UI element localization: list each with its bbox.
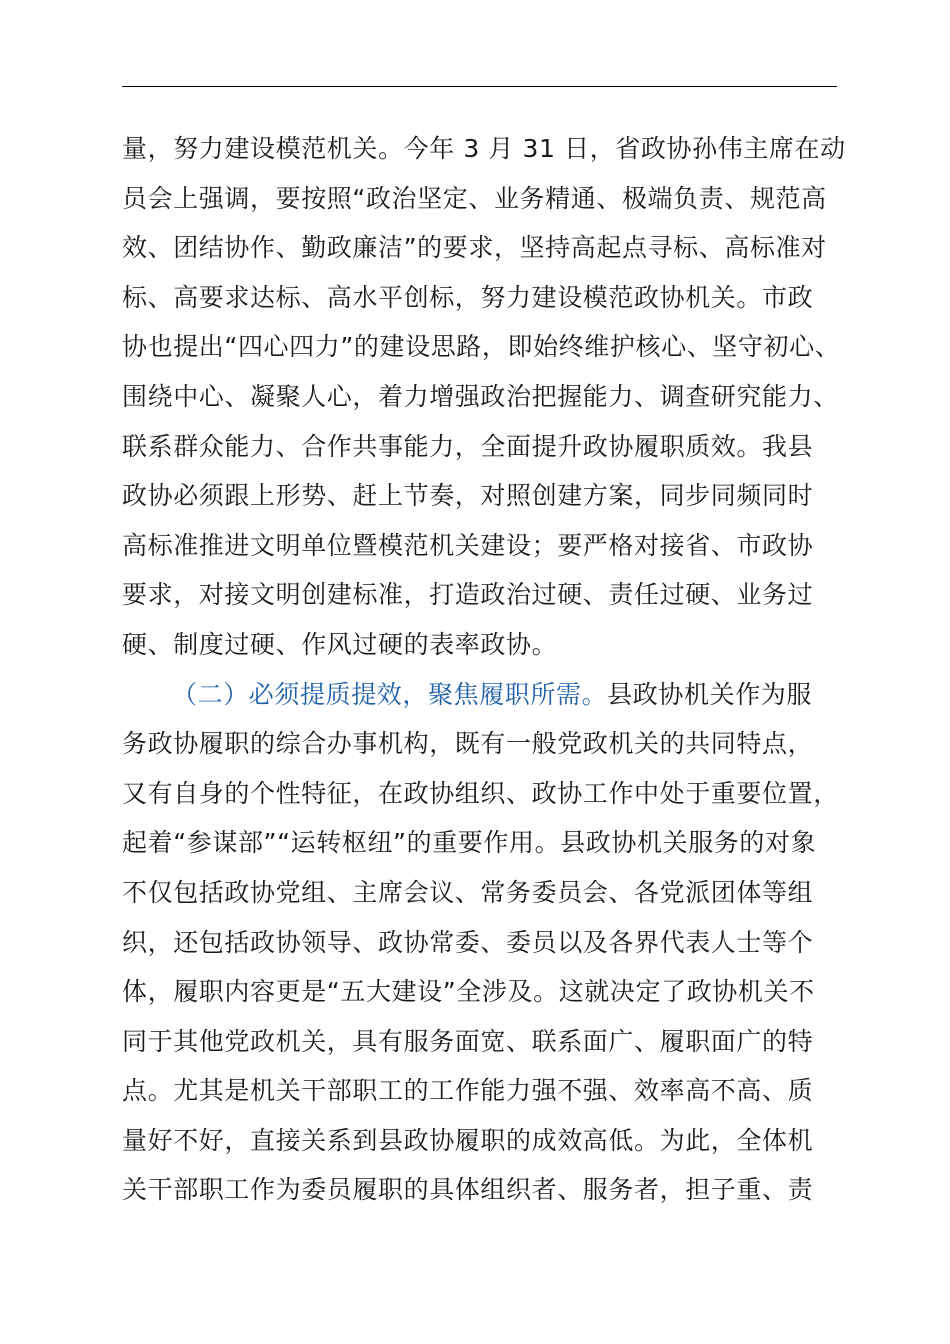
text-line: 围绕中心、凝聚人心，着力增强政治把握能力、调查研究能力、: [122, 381, 839, 411]
text-line: 标、高要求达标、高水平创标，努力建设模范政协机关。市政: [122, 282, 814, 312]
document-body: [122, 124, 846, 1215]
text-line: 务政协履职的综合办事机构，既有一般党政机关的共同特点，: [122, 729, 814, 759]
text-line: 硬、制度过硬、作风过硬的表率政协。: [122, 629, 558, 659]
text-line: 要求，对接文明创建标准，打造政治过硬、责任过硬、业务过: [122, 580, 814, 610]
text-line: 不仅包括政协党组、主席会议、常务委员会、各党派团体等组: [122, 877, 814, 907]
text-line: 联系群众能力、合作共事能力，全面提升政协履职质效。我县: [122, 431, 814, 461]
text-line: 起着“参谋部”“运转枢纽”的重要作用。县政协机关服务的对象: [122, 828, 817, 858]
text-run: 县政协机关作为服: [607, 679, 813, 709]
paragraph-2: [122, 670, 837, 1216]
header-rule: [122, 86, 837, 87]
paragraph-2-first-line: [122, 670, 837, 720]
text-line: 关干部职工作为委员履职的具体组织者、服务者，担子重、责: [122, 1175, 814, 1205]
text-line: 效、团结协作、勤政廉洁”的要求，坚持高起点寻标、高标准对: [122, 233, 827, 263]
text-line: 点。尤其是机关干部职工的工作能力强不强、效率高不高、质: [122, 1076, 814, 1106]
text-line: 织，还包括政协领导、政协常委、委员以及各界代表人士等个: [122, 927, 814, 957]
text-line: 同于其他党政机关，具有服务面宽、联系面广、履职面广的特: [122, 1026, 814, 1056]
text-line: 员会上强调，要按照“政治坚定、业务精通、极端负责、规范高: [122, 183, 827, 213]
text-line: 量，努力建设模范机关。今年 3 月 31 日，省政协孙伟主席在动: [122, 134, 846, 163]
paragraph-1: [122, 124, 846, 670]
text-line: 协也提出“四心四力”的建设思路，即始终维护核心、坚守初心、: [122, 332, 841, 362]
text-line: 体，履职内容更是“五大建设”全涉及。这就决定了政协机关不: [122, 977, 815, 1007]
text-line: 又有自身的个性特征，在政协组织、政协工作中处于重要位置，: [122, 778, 839, 808]
text-line: 量好不好，直接关系到县政协履职的成效高低。为此，全体机: [122, 1125, 814, 1155]
text-line: 高标准推进文明单位暨模范机关建设；要严格对接省、市政协: [122, 530, 814, 560]
text-line: 政协必须跟上形势、赶上节奏，对照创建方案，同步同频同时: [122, 481, 814, 511]
section-heading: （二）必须提质提效，聚焦履职所需。: [172, 679, 608, 709]
